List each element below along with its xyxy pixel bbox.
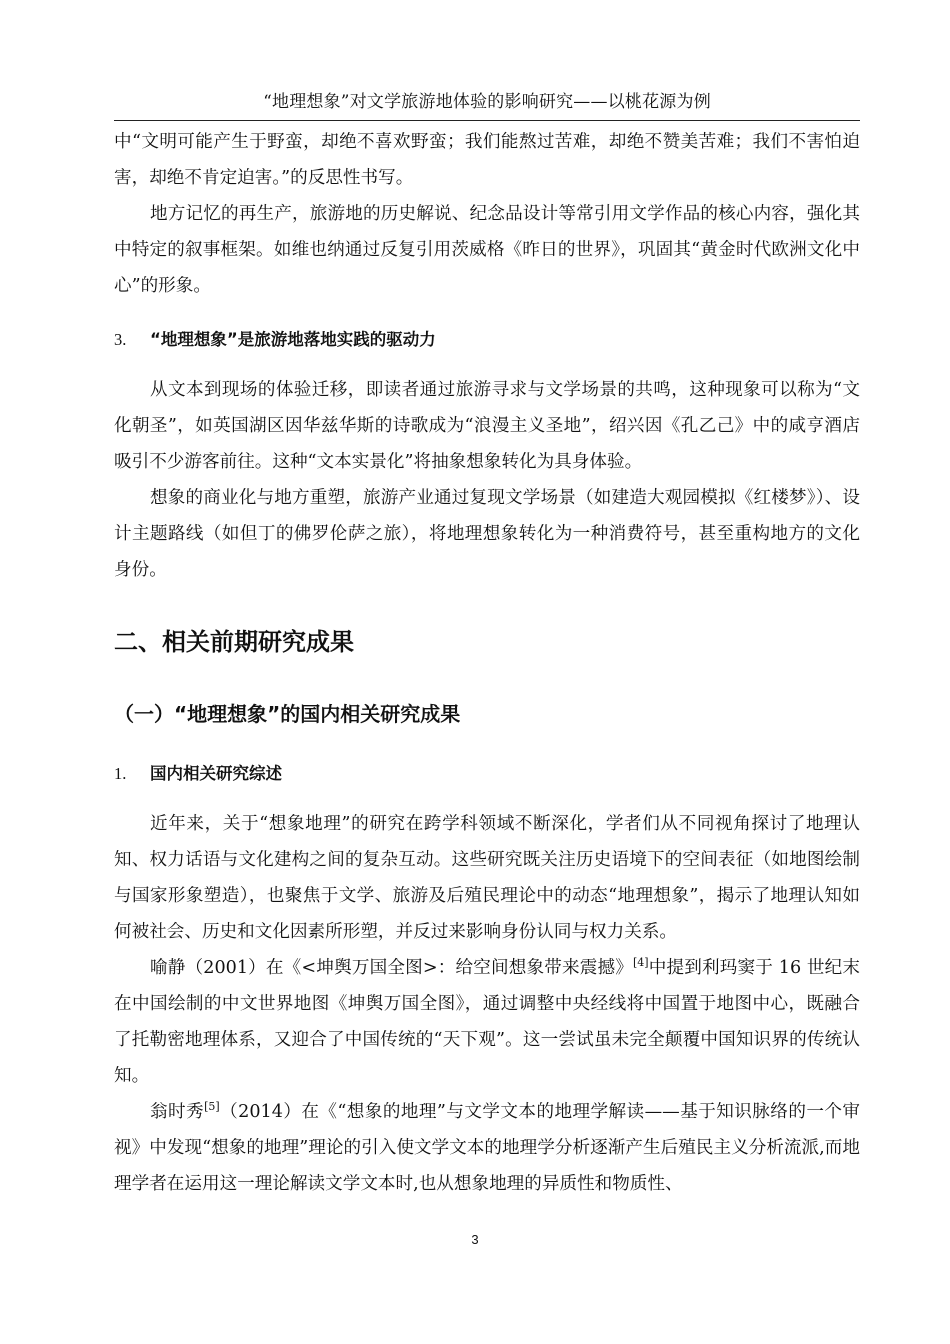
body-paragraph-7 bbox=[114, 1094, 860, 1202]
section-heading: 二、相关前期研究成果 bbox=[114, 628, 354, 656]
body-paragraph-4: 想象的商业化与地方重塑，旅游产业通过复现文学场景（如建造大观园模拟《红楼梦》）、设计主题路线（如但丁的佛罗伦萨之旅），将地理想象转化为一种消费符号，甚至重构地方的文化身份。 bbox=[114, 488, 860, 580]
body-paragraph-5: 近年来，关于“想象地理”的研究在跨学科领域不断深化，学者们从不同视角探讨了地理认知、权力话语与文化建构之间的复杂互动。这些研究既关注历史语境下的空间表征（如地图绘制与国家形象塑造），也聚焦于文学、旅游及后殖民理论中的动态“地理想象”，揭示了地理认知如何被社会、历史和文化因素所形塑，并反过来影响身份认同与权力关系。 bbox=[114, 814, 860, 942]
header-rule bbox=[114, 120, 860, 121]
subheading-text: 国内相关研究综述 bbox=[150, 764, 282, 783]
body-paragraph-2: 地方记忆的再生产，旅游地的历史解说、纪念品设计等常引用文学作品的核心内容，强化其中特定的叙事框架。如维也纳通过反复引用茨威格《昨日的世界》，巩固其“黄金时代欧洲文化中心”的形象。 bbox=[114, 204, 860, 296]
paragraph-text: 喻静（2001）在《<坤舆万国全图>：给空间想象带来震撼》 bbox=[150, 958, 634, 978]
subheading-number: 3. bbox=[114, 330, 127, 349]
body-paragraph-3: 从文本到现场的体验迁移，即读者通过旅游寻求与文学场景的共鸣，这种现象可以称为“文化朝圣”，如英国湖区因华兹华斯的诗歌成为“浪漫主义圣地”，绍兴因《孔乙己》中的咸亨酒店吸引不少游客前往。这种“文本实景化”将抽象想象转化为具身体验。 bbox=[114, 380, 860, 472]
citation-marker: [4] bbox=[633, 956, 649, 969]
paragraph-text: （2014）在《“想象的地理”与文学文本的地理学解读——基于知识脉络的一个审视》中发现“想象的地理”理论的引入使文学文本的地理学分析逐渐产生后殖民主义分析流派,而地理学者在运用这一理论解读文学文本时,也从想象地理的异质性和物质性、 bbox=[114, 1102, 860, 1194]
page-number: 3 bbox=[471, 1232, 479, 1247]
paragraph-text: 翁时秀 bbox=[150, 1102, 205, 1122]
body-paragraph-6 bbox=[114, 950, 860, 1094]
subheading-number: 1. bbox=[114, 764, 127, 783]
subsection-heading: （一）“地理想象”的国内相关研究成果 bbox=[114, 702, 461, 726]
running-header: “地理想象”对文学旅游地体验的影响研究——以桃花源为例 bbox=[263, 92, 711, 112]
citation-marker: [5] bbox=[204, 1100, 220, 1113]
paragraph-text: 中提到利玛窦于 16 世纪末在中国绘制的中文世界地图《坤舆万国全图》，通过调整中央经线将中国置于地图中心，既融合了托勒密地理体系，又迎合了中国传统的“天下观”。这一尝试虽未完全颠覆中国知识界的传统认知。 bbox=[114, 958, 861, 1086]
subheading-1 bbox=[114, 762, 282, 786]
subheading-3 bbox=[114, 328, 436, 352]
body-paragraph-1: 中“文明可能产生于野蛮，却绝不喜欢野蛮；我们能熬过苦难，却绝不赞美苦难；我们不害怕迫害，却绝不肯定迫害。”的反思性书写。 bbox=[114, 132, 860, 188]
subheading-text: “地理想象”是旅游地落地实践的驱动力 bbox=[150, 330, 436, 349]
